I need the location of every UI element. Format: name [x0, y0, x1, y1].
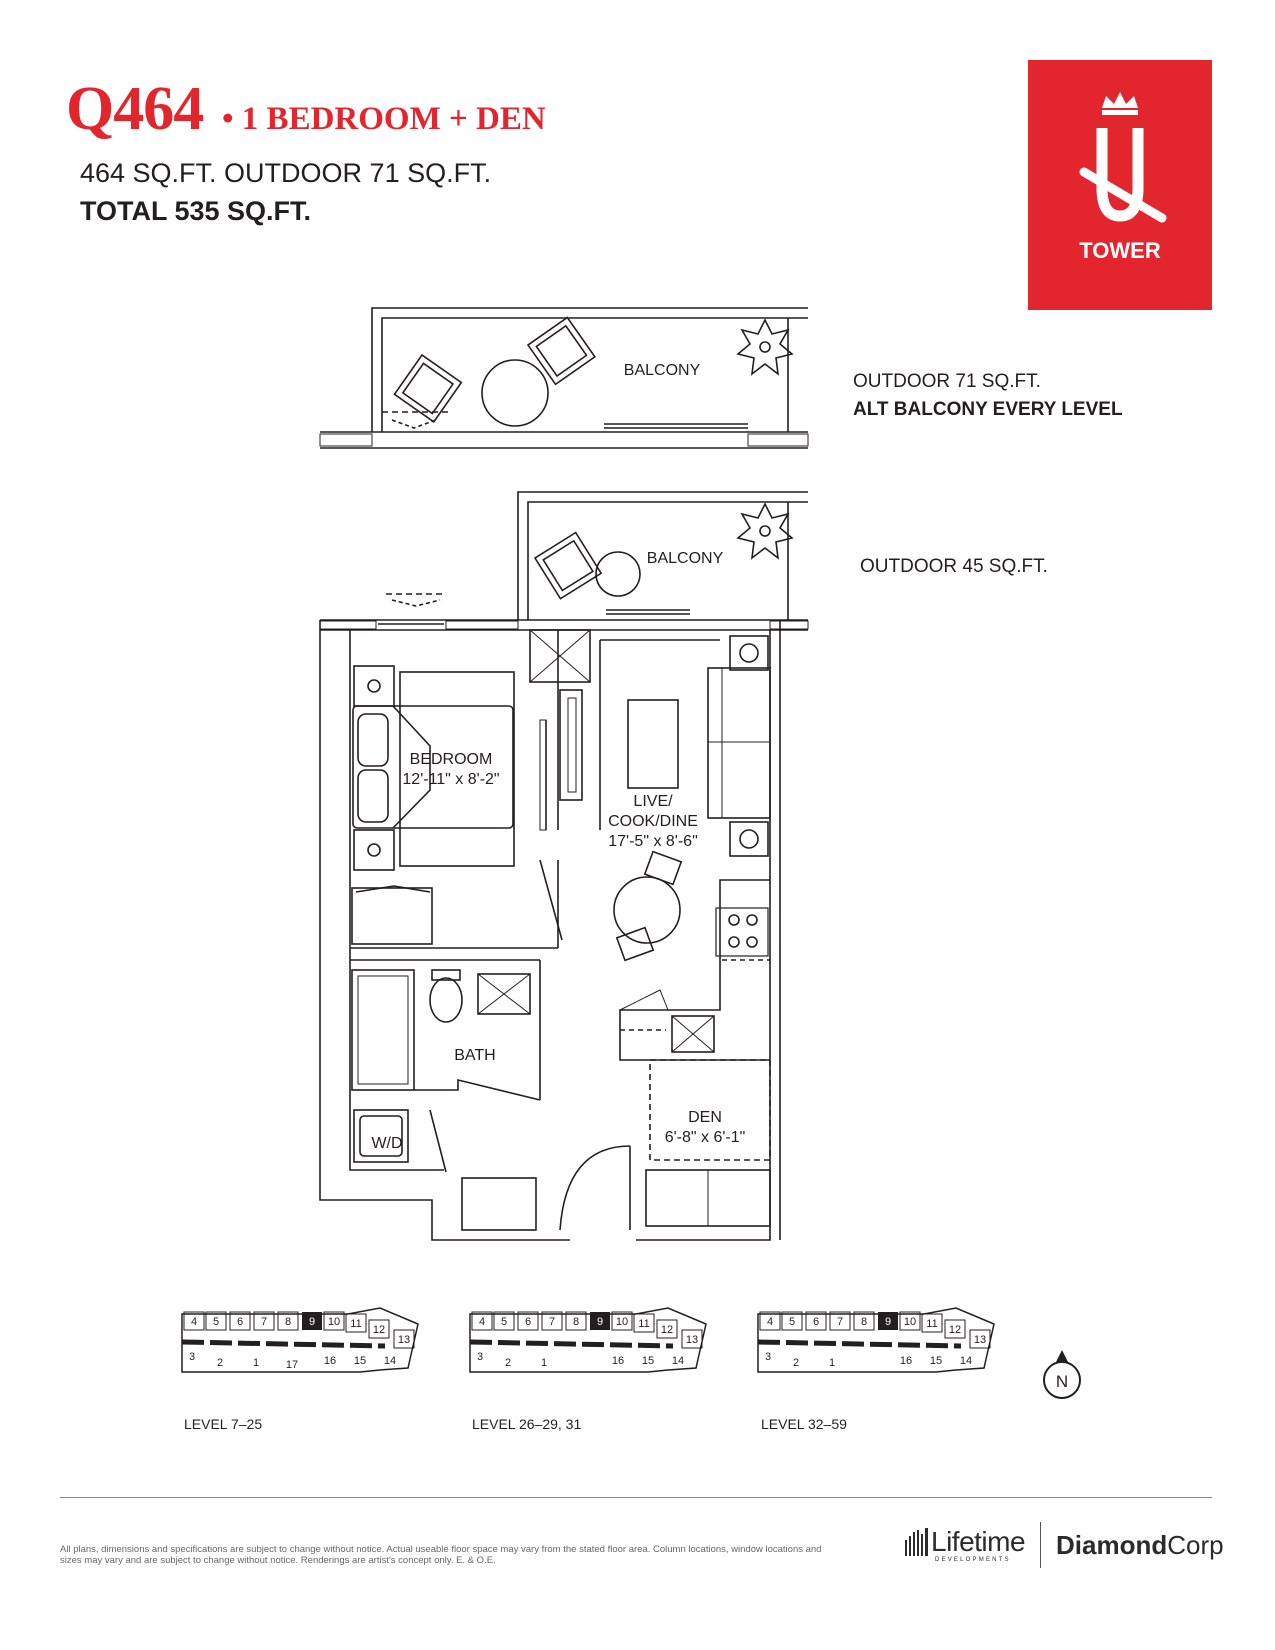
keyplan-unit-number: 14 — [959, 1355, 973, 1367]
den-label: DEN — [688, 1109, 722, 1126]
lifetime-logo — [905, 1528, 1025, 1563]
keyplan-unit-number: 6 — [812, 1316, 820, 1328]
keyplan-unit-number: 10 — [903, 1316, 917, 1328]
keyplan-unit-number: 9 — [596, 1316, 604, 1328]
diamond-word: Diamond — [1056, 1530, 1168, 1560]
keyplan-unit-number: 2 — [792, 1357, 800, 1369]
keyplan-unit-number: 2 — [216, 1357, 224, 1369]
keyplan-unit-number: 6 — [236, 1316, 244, 1328]
lifetime-sub: DEVELOPMENTS — [935, 1557, 1011, 1563]
kitchen — [620, 880, 770, 1060]
bath — [350, 960, 540, 1100]
wd-label: W/D — [371, 1135, 403, 1152]
keyplan-unit-number: 8 — [284, 1316, 292, 1328]
keyplan-unit-number: 9 — [884, 1316, 892, 1328]
keyplan-label-3: LEVEL 32–59 — [761, 1416, 847, 1432]
corp-word: Corp — [1167, 1530, 1224, 1560]
keyplan-unit-number: 7 — [836, 1316, 844, 1328]
bedroom-dims: 12'-11" x 8'-2" — [402, 771, 500, 788]
keyplan-unit-number: 15 — [353, 1355, 367, 1367]
living-area — [600, 636, 770, 960]
keyplan-unit-number: 1 — [252, 1357, 260, 1369]
keyplan-unit-number: 16 — [323, 1355, 337, 1367]
keyplan-unit-number: 10 — [615, 1316, 629, 1328]
keyplan-1 — [182, 1308, 418, 1372]
keyplan-unit-number: 1 — [540, 1357, 548, 1369]
bedroom-area — [350, 630, 558, 948]
balcony-label: BALCONY — [646, 550, 724, 567]
keyplan-label-1: LEVEL 7–25 — [184, 1416, 263, 1432]
diamondcorp-logo — [1056, 1532, 1224, 1558]
keyplan-unit-number: 11 — [350, 1318, 362, 1330]
alt-balcony-label: BALCONY — [623, 362, 701, 379]
keyplan-unit-number: 7 — [548, 1316, 556, 1328]
keyplan-unit-number: 15 — [929, 1355, 943, 1367]
alt-balcony-note: ALT BALCONY EVERY LEVEL — [853, 399, 1123, 420]
keyplan-unit-number: 3 — [476, 1351, 484, 1363]
keyplan-unit-number: 17 — [285, 1359, 299, 1371]
live-dims: 17'-5" x 8'-6" — [608, 833, 698, 850]
lifetime-name: Lifetime — [931, 1526, 1026, 1557]
disclaimer: All plans, dimensions and specifications are subject to change without notice. Actual useable floor space may vary from the stated floor area. Column locations, window locations and sizes may vary and are subject to change without notice. Renderings are artist's concept only. E. & O.E. — [60, 1544, 822, 1566]
keyplan-unit-number: 5 — [788, 1316, 796, 1328]
bedroom-label: BEDROOM — [409, 751, 493, 768]
alt-outdoor-note: OUTDOOR 71 SQ.FT. — [853, 371, 1041, 392]
keyplan-unit-number: 16 — [899, 1355, 913, 1367]
unit-code: Q464 — [66, 75, 204, 143]
outdoor-45-note: OUTDOOR 45 SQ.FT. — [860, 556, 1048, 577]
total-area: TOTAL 535 SQ.FT. — [80, 196, 312, 226]
tower-label: TOWER — [1079, 238, 1161, 263]
closet — [530, 630, 590, 940]
keyplan-unit-number: 10 — [327, 1316, 341, 1328]
keyplan-unit-number: 1 — [828, 1357, 836, 1369]
keyplan-unit-number: 11 — [638, 1318, 650, 1330]
live-label: LIVE/ — [633, 793, 673, 810]
keyplan-unit-number: 3 — [764, 1351, 772, 1363]
keyplan-unit-number: 8 — [860, 1316, 868, 1328]
keyplan-label-2: LEVEL 26–29, 31 — [472, 1416, 582, 1432]
plant-icon — [738, 320, 792, 374]
keyplan-unit-number: 13 — [973, 1334, 987, 1346]
keyplan-unit-number: 12 — [948, 1324, 962, 1336]
logo-separator — [1040, 1522, 1041, 1568]
keyplan-3 — [758, 1308, 994, 1372]
keyplan-unit-number: 4 — [478, 1316, 486, 1328]
lifetime-mark-icon — [905, 1528, 931, 1556]
keyplan-unit-number: 11 — [926, 1318, 938, 1330]
keyplans — [180, 1300, 1070, 1440]
keyplan-unit-number: 13 — [685, 1334, 699, 1346]
unit-type: • 1 BEDROOM + DEN — [222, 101, 546, 137]
den-dims: 6'-8" x 6'-1" — [664, 1129, 746, 1146]
keyplan-unit-number: 16 — [611, 1355, 625, 1367]
keyplan-unit-number: 8 — [572, 1316, 580, 1328]
alt-balcony — [320, 308, 808, 448]
keyplan-unit-number: 2 — [504, 1357, 512, 1369]
cook-dine-label: COOK/DINE — [608, 813, 698, 830]
keyplan-unit-number: 7 — [260, 1316, 268, 1328]
keyplan-unit-number: 5 — [212, 1316, 220, 1328]
keyplan-unit-number: 14 — [383, 1355, 397, 1367]
keyplan-unit-number: 15 — [641, 1355, 655, 1367]
plant-icon — [738, 504, 792, 558]
keyplan-unit-number: 6 — [524, 1316, 532, 1328]
keyplan-2 — [470, 1308, 706, 1372]
area-line: 464 SQ.FT. OUTDOOR 71 SQ.FT. — [80, 158, 492, 188]
footer-divider — [60, 1497, 1212, 1498]
keyplan-unit-number: 13 — [397, 1334, 411, 1346]
keyplan-unit-number: 12 — [372, 1324, 386, 1336]
keyplan-unit-number: 9 — [308, 1316, 316, 1328]
north-arrow-icon — [1040, 1346, 1086, 1402]
keyplan-unit-number: 5 — [500, 1316, 508, 1328]
keyplan-unit-number: 14 — [671, 1355, 685, 1367]
bath-label: BATH — [454, 1047, 496, 1064]
keyplan-unit-number: 4 — [766, 1316, 774, 1328]
keyplan-unit-number: 4 — [190, 1316, 198, 1328]
keyplan-unit-number: 3 — [188, 1351, 196, 1363]
keyplan-unit-number: 12 — [660, 1324, 674, 1336]
compass-label: N — [1055, 1372, 1069, 1391]
